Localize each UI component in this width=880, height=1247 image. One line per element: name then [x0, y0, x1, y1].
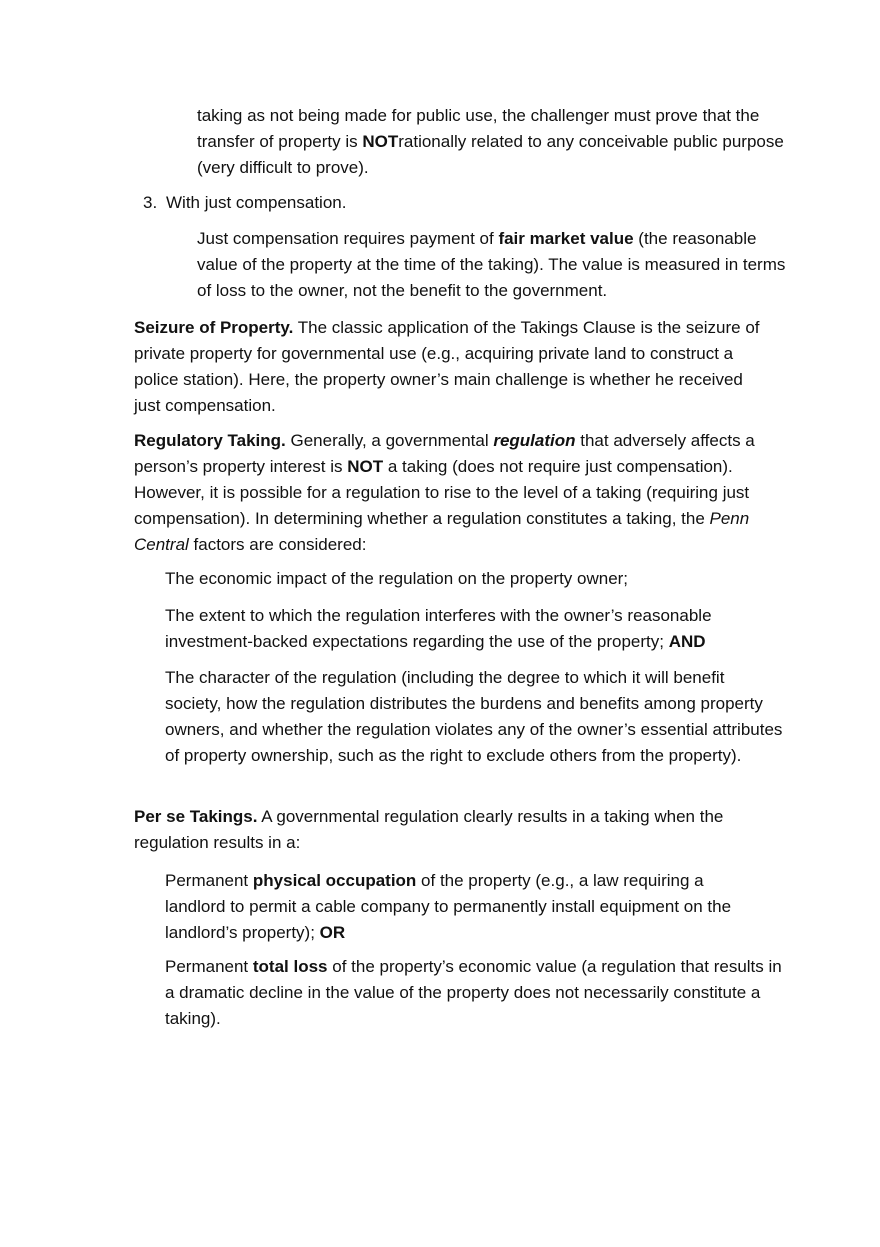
regulatory-text-2: that adversely affects a person’s property interest is — [134, 431, 755, 476]
factor-2-and: AND — [668, 632, 706, 651]
physical-or: OR — [319, 923, 346, 942]
per-se-heading: Per se Takings. — [134, 807, 258, 826]
penn-central-term: Penn Central — [134, 509, 750, 554]
factor-character-of-regulation — [165, 665, 785, 769]
regulatory-text-4: factors are considered: — [188, 535, 367, 554]
regulatory-bold-not: NOT — [347, 457, 384, 476]
total-loss-text-1: Permanent — [165, 957, 253, 976]
factor-1-text: The economic impact of the regulation on the property owner; — [165, 569, 629, 588]
physical-text-2: of the property (e.g., a law requiring a landlord to permit a cable company to permanently install equipment on the landlord’s property); — [165, 871, 732, 942]
fair-market-value-term: fair market value — [498, 229, 634, 248]
regulatory-heading: Regulatory Taking. — [134, 431, 286, 450]
factor-2-text: The extent to which the regulation interferes with the owner’s reasonable investment-backed expectations regarding the use of the property; — [165, 606, 712, 651]
list-item-number: 3. — [143, 193, 158, 212]
physical-occupation-term: physical occupation — [252, 871, 417, 890]
continuation-text-1: taking as not being made for public use, the challenger must prove that the transfer of property is — [197, 106, 760, 151]
just-comp-text-2: (the reasonable value of the property at the time of the taking). The value is measured in terms of loss to the owner, not the benefit to the government. — [197, 229, 786, 300]
total-loss-text-2: of the property’s economic value (a regulation that results in a dramatic decline in the value of the property does not necessarily constitute a taking). — [165, 957, 782, 1028]
regulatory-taking-paragraph — [134, 428, 774, 558]
list-item-3 — [143, 190, 743, 216]
seizure-paragraph — [134, 315, 774, 419]
continuation-bold-not: NOT — [362, 132, 399, 151]
physical-occupation-item — [165, 868, 765, 946]
factor-investment-expectations — [165, 603, 765, 655]
continuation-paragraph — [197, 103, 787, 181]
regulatory-text-1: Generally, a governmental — [285, 431, 494, 450]
seizure-heading: Seizure of Property. — [134, 318, 294, 337]
factor-economic-impact — [165, 566, 785, 592]
seizure-text: The classic application of the Takings Clause is the seizure of private property for governmental use (e.g., acquiring private land to construct a police station). Here, the property owner’s main challenge is whether he received just compensation. — [134, 318, 760, 415]
physical-text-1: Permanent — [165, 871, 253, 890]
factor-3-text: The character of the regulation (including the degree to which it will benefit society, how the regulation distributes the burdens and benefits among property owners, and whether the regulation violates any of the owner’s essential attributes of property ownership, such as the right to exclude others from the property). — [165, 668, 783, 765]
per-se-takings-paragraph — [134, 804, 774, 856]
total-loss-term: total loss — [252, 957, 328, 976]
regulatory-text-3: a taking (does not require just compensation). However, it is possible for a regulation to rise to the level of a taking (requiring just compensation). In determining whether a regulation constitutes a taking, the — [134, 457, 750, 528]
continuation-text-2: rationally related to any conceivable public purpose (very difficult to prove). — [197, 132, 784, 177]
regulation-term: regulation — [493, 431, 576, 450]
just-comp-text-1: Just compensation requires payment of — [197, 229, 499, 248]
just-compensation-paragraph — [197, 226, 787, 304]
per-se-text: A governmental regulation clearly results in a taking when the regulation results in a: — [134, 807, 724, 852]
list-item-text: With just compensation. — [166, 193, 347, 212]
total-loss-item — [165, 954, 785, 1032]
